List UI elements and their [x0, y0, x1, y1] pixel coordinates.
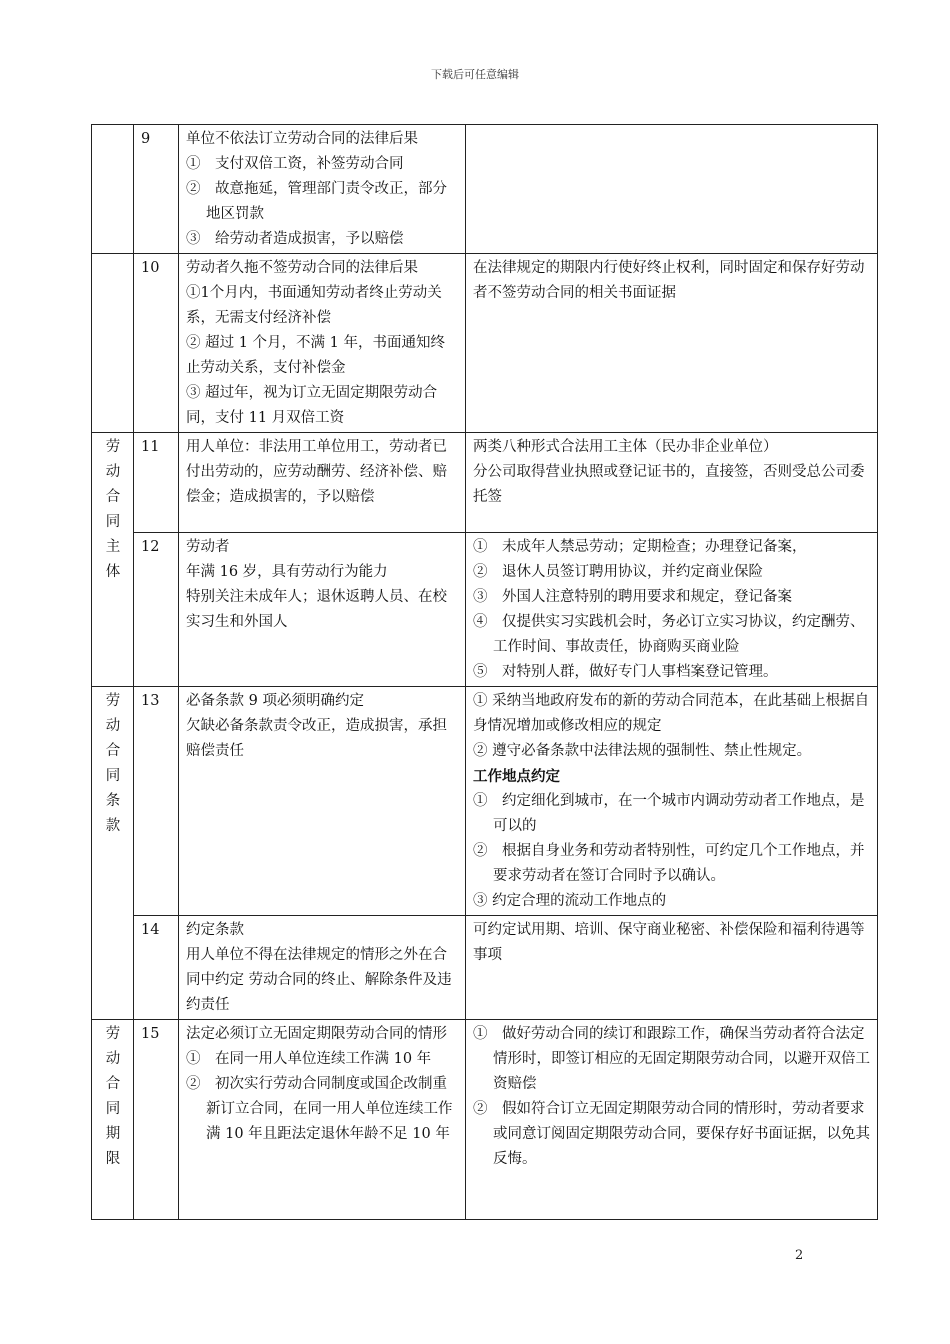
cell-text-line: 劳动者	[186, 539, 230, 555]
obligation-cell	[179, 254, 466, 433]
obligation-cell	[179, 1020, 466, 1220]
cell-text-line: 用人单位：非法用工单位用工，劳动者已付出劳动的，应劳动酬劳、经济补偿、赔偿金；造成损害的，予以赔偿	[186, 439, 447, 505]
advice-cell	[466, 916, 878, 1020]
cell-text-line: 两类八种形式合法用工主体（民办非企业单位）	[473, 439, 778, 455]
advice-cell	[466, 687, 878, 916]
cell-text-line: ③ 外国人注意特别的聘用要求和规定，登记备案	[473, 589, 792, 605]
section-title: 劳 动 合 同 期 限	[105, 1026, 121, 1167]
section-title: 劳 动 合 同 条 款	[105, 693, 121, 834]
cell-text-line: ③ 约定合理的流动工作地点的	[473, 893, 667, 909]
section-label	[92, 1020, 134, 1220]
obligation-cell	[179, 125, 466, 254]
cell-text-line: 工作地点约定	[473, 768, 560, 785]
advice-cell	[466, 533, 878, 687]
cell-text-line: 法定必须订立无固定期限劳动合同的情形	[186, 1026, 447, 1042]
table-row	[92, 1020, 878, 1220]
cell-text-line: 欠缺必备条款责令改正，造成损害，承担赔偿责任	[186, 718, 447, 759]
cell-text-line: 可约定试用期、培训、保守商业秘密、补偿保险和福利待遇等事项	[473, 922, 865, 963]
row-number: 10	[134, 254, 179, 433]
labor-contract-table	[91, 124, 878, 1220]
row-number: 11	[134, 433, 179, 533]
section-cell	[92, 125, 134, 254]
cell-text-line: 在法律规定的期限内行使好终止权利，同时固定和保存好劳动者不签劳动合同的相关书面证据	[473, 260, 865, 301]
cell-text-line: 单位不依法订立劳动合同的法律后果	[186, 131, 418, 147]
page-header: 下载后可任意编辑	[431, 68, 519, 81]
cell-text-line: ① 约定细化到城市，在一个城市内调动劳动者工作地点，是可以的	[473, 793, 865, 834]
cell-text-line: 约定条款	[186, 922, 244, 938]
row-number: 14	[134, 916, 179, 1020]
row-number: 15	[134, 1020, 179, 1220]
cell-text-line: ① 未成年人禁忌劳动；定期检查；办理登记备案，	[473, 539, 807, 555]
cell-text-line: ⑤ 对特别人群，做好专门人事档案登记管理。	[473, 664, 778, 680]
row-number: 12	[134, 533, 179, 687]
cell-text-line: ② 遵守必备条款中法律法规的强制性、禁止性规定。	[473, 743, 812, 759]
cell-text-line: ③ 超过年，视为订立无固定期限劳动合同，支付 11 月双倍工资	[186, 385, 438, 426]
table-row	[92, 254, 878, 433]
cell-text-line: 劳动者久拖不签劳动合同的法律后果	[186, 260, 418, 276]
row-number: 9	[134, 125, 179, 254]
cell-text-line: ② 初次实行劳动合同制度或国企改制重新订立合同，在同一用人单位连续工作满 10 年且距法定退休年龄不足 10 年	[186, 1076, 453, 1142]
section-label	[92, 433, 134, 687]
cell-text-line: ① 在同一用人单位连续工作满 10 年	[186, 1051, 432, 1067]
advice-cell	[466, 433, 878, 533]
cell-text-line: 特别关注未成年人；退休返聘人员、在校实习生和外国人	[186, 589, 447, 630]
advice-cell	[466, 254, 878, 433]
section-cell	[92, 254, 134, 433]
cell-text-line: ② 退休人员签订聘用协议，并约定商业保险	[473, 564, 763, 580]
cell-text-line: 分公司取得营业执照或登记证书的，直接签，否则受总公司委托签	[473, 464, 865, 505]
cell-text-line: ③ 给劳动者造成损害，予以赔偿	[186, 231, 404, 247]
table-row	[92, 533, 878, 687]
table-row	[92, 916, 878, 1020]
cell-text-line: ① 采纳当地政府发布的新的劳动合同范本，在此基础上根据自身情况增加或修改相应的规定	[473, 693, 870, 734]
cell-text-line: ① 支付双倍工资，补签劳动合同	[186, 156, 404, 172]
cell-text-line: ④ 仅提供实习实践机会时，务必订立实习协议，约定酬劳、工作时间、事故责任，协商购买商业险	[473, 614, 865, 655]
row-number: 13	[134, 687, 179, 916]
obligation-cell	[179, 533, 466, 687]
table-row	[92, 687, 878, 916]
cell-text-line: ① 做好劳动合同的续订和跟踪工作，确保当劳动者符合法定情形时，即签订相应的无固定期限劳动合同，以避开双倍工资赔偿	[473, 1026, 870, 1092]
page-number: 2	[795, 1248, 804, 1263]
advice-cell	[466, 125, 878, 254]
cell-text-line: 用人单位不得在法律规定的情形之外在合同中约定 劳动合同的终止、解除条件及违约责任	[186, 947, 452, 1013]
cell-text-line: ② 根据自身业务和劳动者特别性，可约定几个工作地点，并要求劳动者在签订合同时予以确认。	[473, 843, 865, 884]
section-title: 劳 动 合 同 主 体	[105, 439, 121, 580]
cell-text-line: 必备条款 9 项必须明确约定	[186, 693, 364, 709]
section-label	[92, 687, 134, 1020]
cell-text-line: ② 超过 1 个月，不满 1 年，书面通知终止劳动关系，支付补偿金	[186, 335, 445, 376]
cell-text-line: 年满 16 岁，具有劳动行为能力	[186, 564, 388, 580]
cell-text-line: ② 假如符合订立无固定期限劳动合同的情形时，劳动者要求或同意订阅固定期限劳动合同，要保存好书面证据，以免其反悔。	[473, 1101, 870, 1167]
obligation-cell	[179, 916, 466, 1020]
table-row	[92, 433, 878, 533]
obligation-cell	[179, 687, 466, 916]
cell-text-line: ①1个月内，书面通知劳动者终止劳动关系，无需支付经济补偿	[186, 285, 442, 326]
cell-text-line: ② 故意拖延，管理部门责令改正，部分地区罚款	[186, 181, 447, 222]
advice-cell	[466, 1020, 878, 1220]
table-row	[92, 125, 878, 254]
obligation-cell	[179, 433, 466, 533]
